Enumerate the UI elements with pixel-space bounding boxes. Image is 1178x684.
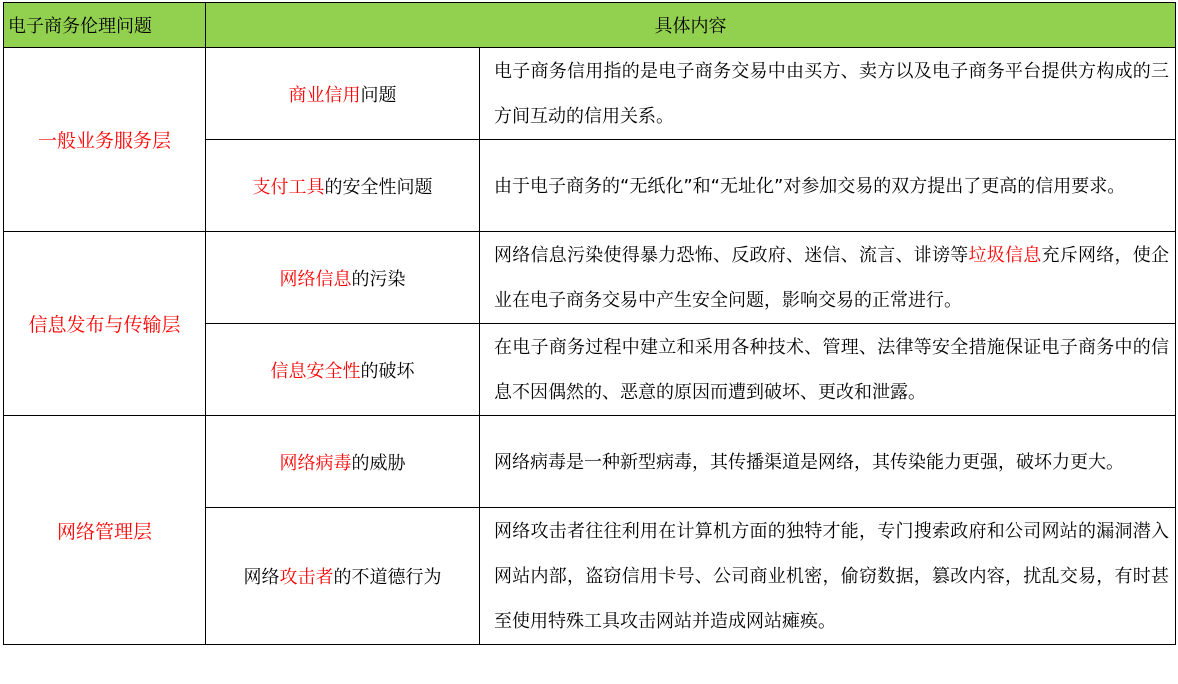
table-row [4, 48, 1176, 140]
issue-highlight: 网络病毒 [279, 452, 352, 474]
table-row [4, 416, 1176, 508]
issue-suffix: 问题 [360, 84, 397, 106]
description-text: 电子商务信用指的是电子商务交易中由买方、卖方以及电子商务平台提供方构成的三方间互动的信用关系。 [494, 61, 1169, 127]
description-cell [480, 416, 1176, 508]
issue-prefix: 网络 [243, 567, 280, 588]
description-cell [480, 324, 1176, 416]
layer-cell: 一般业务服务层 [4, 48, 206, 232]
issue-suffix: 的污染 [351, 268, 406, 290]
header-content: 具体内容 [206, 3, 1176, 48]
issue-highlight: 支付工具 [252, 176, 325, 198]
description-text: 在电子商务过程中建立和采用各种技术、管理、法律等安全措施保证电子商务中的信息不因偶然的、恶意的原因而遭到破坏、更改和泄露。 [494, 337, 1169, 403]
issue-cell [206, 508, 480, 645]
issue-suffix: 的不道德行为 [333, 567, 442, 588]
issue-cell [206, 416, 480, 508]
layer-cell: 信息发布与传输层 [4, 232, 206, 416]
issue-highlight: 网络信息 [279, 268, 352, 290]
description-text: 由于电子商务的“无纸化”和“无址化”对参加交易的双方提出了更高的信用要求。 [494, 175, 1126, 197]
description-cell [480, 48, 1176, 140]
issue-highlight: 商业信用 [288, 84, 361, 106]
description-cell [480, 232, 1176, 324]
description-cell [480, 140, 1176, 232]
description-text: 网络病毒是一种新型病毒，其传播渠道是网络，其传染能力更强，破坏力更大。 [494, 451, 1124, 473]
description-cell [480, 508, 1176, 645]
ethics-table [3, 2, 1176, 645]
issue-highlight: 信息安全性 [270, 360, 361, 382]
issue-suffix: 的安全性问题 [324, 176, 433, 198]
header-ethics-issue: 电子商务伦理问题 [4, 3, 206, 48]
layer-cell: 网络管理层 [4, 416, 206, 645]
issue-cell [206, 48, 480, 140]
issue-highlight: 攻击者 [279, 567, 334, 588]
description-text: 网络攻击者往往利用在计算机方面的独特才能，专门搜索政府和公司网站的漏洞潜入网站内部，盗窃信用卡号、公司商业机密，偷窃数据，篡改内容，扰乱交易，有时甚至使用特殊工具攻击网站并造成网站瘫痪。 [494, 521, 1169, 632]
description-text: 网络信息污染使得暴力恐怖、反政府、迷信、流言、诽谤等 [494, 245, 969, 266]
description-highlight: 垃圾信息 [968, 245, 1042, 266]
header-row [4, 3, 1176, 48]
issue-suffix: 的威胁 [351, 452, 406, 474]
issue-cell [206, 232, 480, 324]
issue-suffix: 的破坏 [360, 360, 415, 382]
table-row [4, 232, 1176, 324]
issue-cell [206, 140, 480, 232]
issue-cell [206, 324, 480, 416]
description-text-cont: 充斥网络，使企业在电子商务交易中产生安全问题，影响交易的正常进行。 [494, 245, 1169, 311]
